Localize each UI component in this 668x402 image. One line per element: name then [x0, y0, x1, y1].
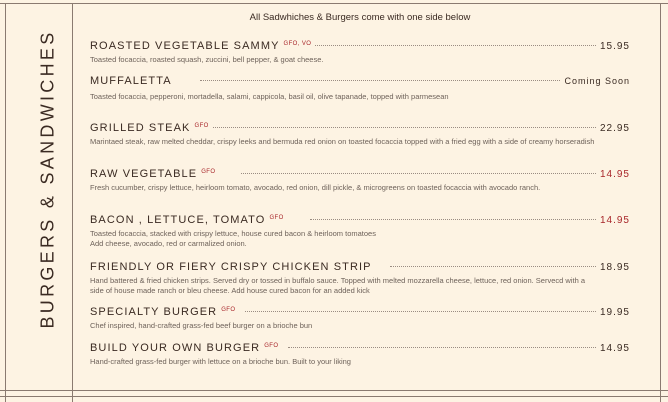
section-divider [72, 3, 73, 402]
item-description: Toasted focaccia, stacked with crispy lettuce, house cured bacon & heirloom tomatoes [90, 229, 376, 238]
menu-item-roasted-vegetable-sammy [90, 40, 630, 65]
dot-leader [288, 347, 596, 348]
menu-item-specialty-burger [90, 306, 630, 331]
item-price: 14.95 [599, 343, 630, 354]
item-name: SPECIALTY BURGER [90, 306, 218, 318]
item-description: Fresh cucumber, crispy lettuce, heirloom tomato, avocado, red onion, dill pickle, & microgreens on toasted focaccia with avocado ranch. [90, 183, 541, 192]
dot-leader [315, 45, 596, 46]
item-tag: GFO [264, 343, 279, 349]
item-name: GRILLED STEAK [90, 122, 191, 134]
item-price: 14.95 [599, 215, 630, 226]
item-description: Hand-crafted grass-fed burger with lettuce on a brioche bun. Built to your liking [90, 357, 351, 366]
dot-leader [200, 80, 561, 81]
header-note: All Sadwhiches & Burgers come with one side below [249, 12, 471, 23]
item-description: Toasted focaccia, pepperoni, mortadella, salami, cappicola, basil oil, olive tapanade, topped with parmesean [90, 92, 449, 101]
dot-leader [310, 219, 596, 220]
item-description: Toasted focaccia, roasted squash, zuccini, bell pepper, & goat cheese. [90, 55, 324, 64]
item-tag: GFO [269, 215, 284, 221]
item-tag: GFO [201, 169, 216, 175]
section-title: BURGERS & SANDWICHES [37, 29, 58, 329]
item-name: ROASTED VEGETABLE SAMMY [90, 40, 280, 52]
item-description: Hand battered & fried chicken strips. Served dry or tossed in buffalo sauce. Topped with melted mozzarella cheese, lettuce, red onion. Servecd with a side of house made ranch or bleu cheese. Add house cured bacon for an added kick [90, 276, 585, 295]
dot-leader [245, 311, 596, 312]
item-tag: GFO [194, 123, 209, 129]
item-price: Coming Soon [564, 76, 630, 86]
item-name: FRIENDLY OR FIERY CRISPY CHICKEN STRIP [90, 261, 372, 273]
left-border [5, 3, 6, 402]
menu-item-crispy-chicken-strip [90, 261, 630, 296]
menu-item-muffaletta [90, 75, 630, 102]
item-name: BACON , LETTUCE, TOMATO [90, 214, 266, 226]
bottom-rule-2 [0, 396, 668, 397]
item-description-addons: Add cheese, avocado, red or carmalized onion. [90, 239, 247, 248]
dot-leader [390, 266, 596, 267]
bottom-rule [0, 390, 668, 391]
item-price: 19.95 [599, 307, 630, 318]
item-name: BUILD YOUR OWN BURGER [90, 342, 261, 354]
top-rule [0, 3, 668, 4]
menu-item-build-your-own-burger [90, 342, 630, 367]
item-description: Marintaed steak, raw melted cheddar, crispy leeks and bermuda red onion on toasted focaccia topped with a fried egg with a side of creamy horseradish [90, 137, 595, 146]
item-tag: GFO [221, 307, 236, 313]
item-tag: GFO, VO [283, 41, 312, 47]
menu-item-raw-vegetable [90, 168, 630, 193]
item-price: 14.95 [599, 169, 630, 180]
menu-item-grilled-steak [90, 122, 630, 147]
right-border [660, 3, 661, 402]
dot-leader [241, 173, 596, 174]
item-price: 15.95 [599, 41, 630, 52]
dot-leader [213, 127, 596, 128]
item-price: 18.95 [599, 262, 630, 273]
item-price: 22.95 [599, 123, 630, 134]
item-name: MUFFALETTA [90, 75, 172, 87]
item-name: RAW VEGETABLE [90, 168, 198, 180]
item-description: Chef inspired, hand-crafted grass-fed beef burger on a brioche bun [90, 321, 313, 330]
menu-item-blt [90, 214, 630, 249]
